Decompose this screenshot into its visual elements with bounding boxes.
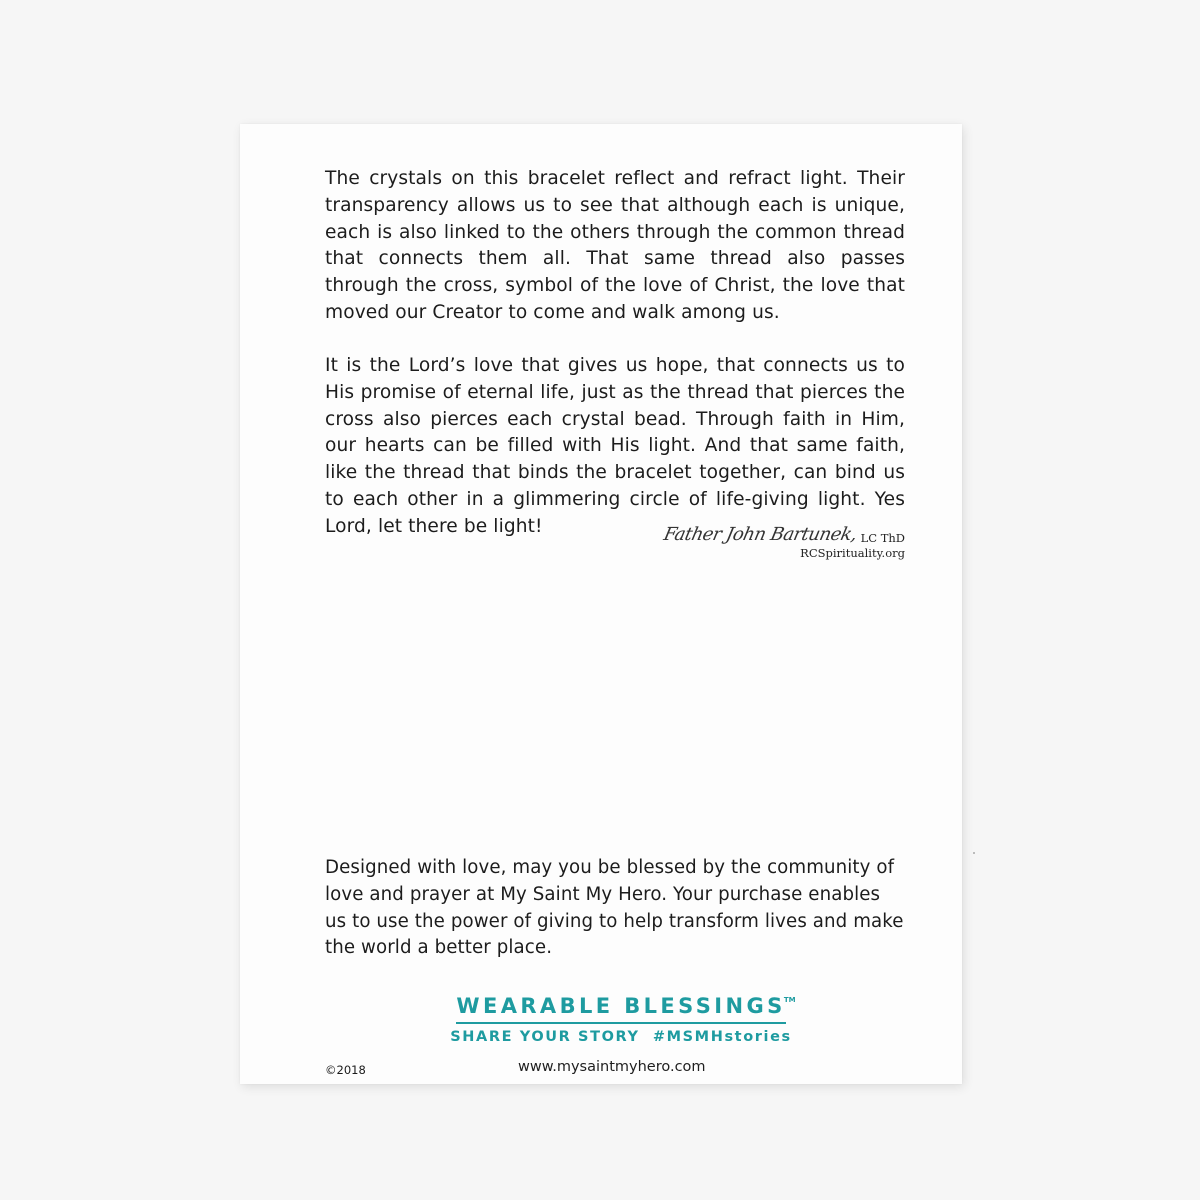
- info-card: [240, 124, 962, 1084]
- paragraph-designed-with-love: Designed with love, may you be blessed by the community of love and prayer at My Saint My Hero. Your purchase enables us to use the power of giving to help transform lives and make the world a better place.: [325, 857, 904, 959]
- dust-speck: [973, 852, 975, 854]
- signature-credentials: LC ThD: [860, 531, 905, 545]
- signature-line: [661, 524, 905, 545]
- signature-block: [661, 524, 905, 560]
- paragraph-crystals: The crystals on this bracelet reflect and refract light. Their transparency allows us to see that although each is unique, each is also linked to the others through the common thread that connects them all. That same thread also passes through the cross, symbol of the love of Christ, the love that moved our Creator to come and walk among us.: [325, 168, 905, 323]
- handwritten-signature: Father John Bartunek,: [661, 524, 859, 545]
- brand-tagline: SHARE YOUR STORY #MSMHstories: [450, 1029, 792, 1045]
- brand-block: [443, 994, 799, 1045]
- paragraph-lords-love: It is the Lord’s love that gives us hope, that connects us to His promise of eternal life, just as the thread that pierces the cross also pierces each crystal bead. Through faith in Him, our hearts can be filled with His light. And that same faith, like the thread that binds the bracelet together, can bind us to each other in a glimmering circle of life-giving light. Yes Lord, let there be light!: [325, 355, 905, 537]
- trademark-mark: TM: [783, 996, 796, 1004]
- brand-title-text: WEARABLE BLESSINGS: [456, 994, 786, 1018]
- website-url: www.mysaintmyhero.com: [518, 1059, 706, 1075]
- copyright-text: ©2018: [325, 1063, 366, 1077]
- signature-website: RCSpirituality.org: [800, 546, 905, 560]
- brand-title: [456, 994, 796, 1024]
